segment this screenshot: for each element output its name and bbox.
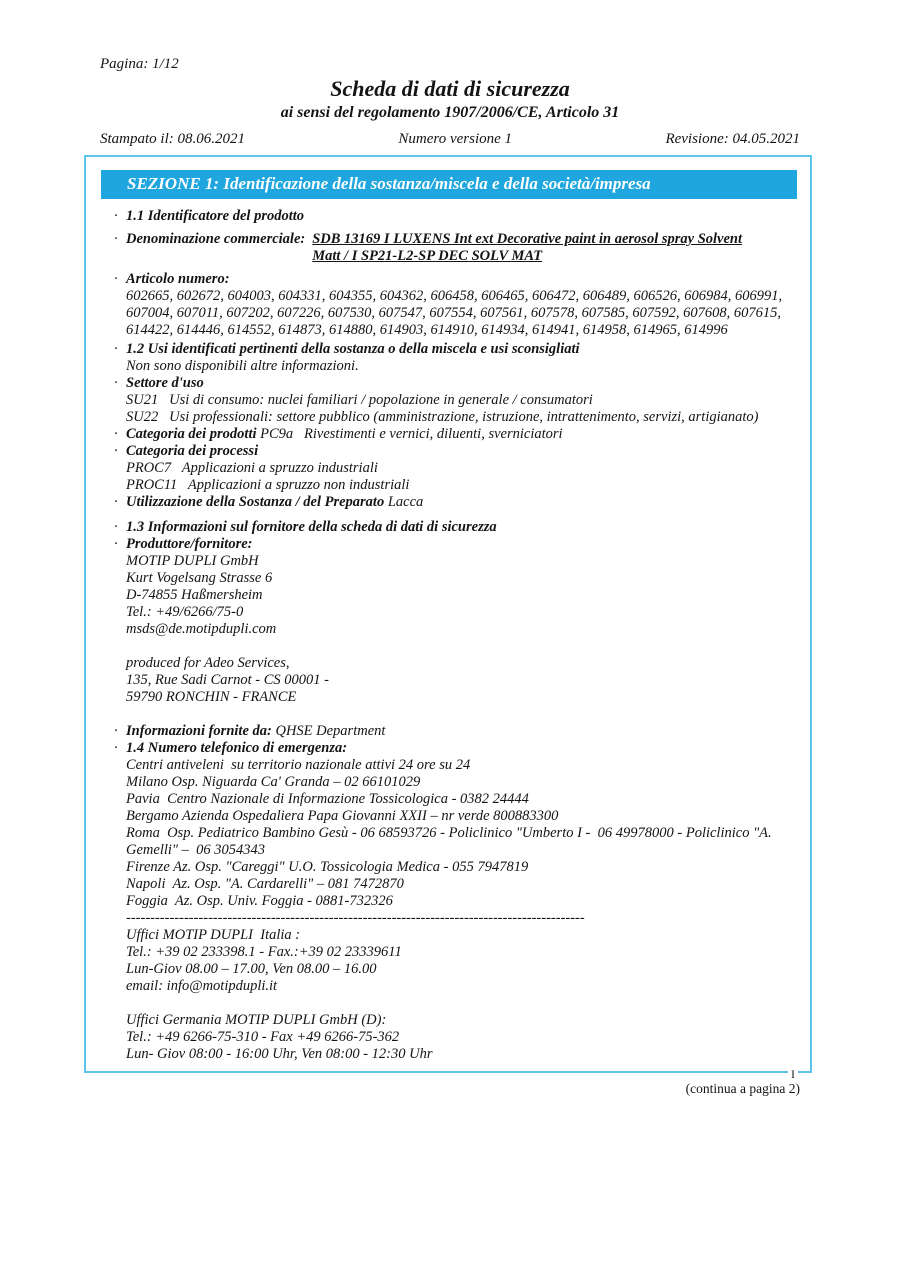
germany-office-phone: Tel.: +49 6266-75-310 - Fax +49 6266-75-362 xyxy=(126,1029,400,1045)
manufacturer-name: MOTIP DUPLI GmbH xyxy=(126,553,259,569)
bullet-dot: · xyxy=(114,426,118,442)
produced-for-line1: produced for Adeo Services, xyxy=(126,655,290,671)
bullet-dot: · xyxy=(114,208,118,224)
germany-office-hours: Lun- Giov 08:00 - 16:00 Uhr, Ven 08:00 - 12:30 Uhr xyxy=(126,1046,433,1062)
document-subtitle: ai sensi del regolamento 1907/2006/CE, Articolo 31 xyxy=(280,104,620,121)
sector-of-use-heading: · Settore d'uso xyxy=(114,375,204,391)
manufacturer-city: D-74855 Haßmersheim xyxy=(126,587,263,603)
heading-1-3: · 1.3 Informazioni sul fornitore della scheda di dati di sicurezza xyxy=(114,519,497,535)
germany-office-name: Uffici Germania MOTIP DUPLI GmbH (D): xyxy=(126,1012,387,1028)
printed-date: Stampato il: 08.06.2021 xyxy=(100,131,245,147)
emergency-line: Bergamo Azienda Ospedaliera Papa Giovanni XXII – nr verde 800883300 xyxy=(126,808,559,824)
italy-office-name: Uffici MOTIP DUPLI Italia : xyxy=(126,927,301,943)
emergency-line: Centri antiveleni su territorio nazionale attivi 24 ore su 24 xyxy=(126,757,471,773)
su21-line: SU21 Usi di consumo: nuclei familiari / popolazione in generale / consumatori xyxy=(126,392,593,408)
emergency-line: Pavia Centro Nazionale di Informazione Tossicologica - 0382 24444 xyxy=(126,791,529,807)
bullet-dot: · xyxy=(114,341,118,357)
process-category-heading: · Categoria dei processi xyxy=(114,443,259,459)
heading-1-2: · 1.2 Usi identificati pertinenti della sostanza o della miscela e usi sconsigliati xyxy=(114,341,580,357)
spacer xyxy=(116,706,798,723)
bullet-dot: · xyxy=(114,271,118,287)
spacer xyxy=(116,995,798,1012)
product-category-row: · Categoria dei prodotti PC9a Rivestimenti e vernici, diluenti, sverniciatori xyxy=(114,426,563,442)
bullet-dot: · xyxy=(114,231,118,247)
heading-1-4: · 1.4 Numero telefonico di emergenza: xyxy=(114,740,348,756)
manufacturer-street: Kurt Vogelsang Strasse 6 xyxy=(126,570,273,586)
manufacturer-email: msds@de.motipdupli.com xyxy=(126,621,277,637)
trade-name-value: SDB 13169 I LUXENS Int ext Decorative paint in aerosol spray Solvent Matt / I SP21-L2-SP DEC SOLV MAT xyxy=(312,231,743,264)
produced-for-line2: 135, Rue Sadi Carnot - CS 00001 - xyxy=(126,672,329,688)
version-number: Numero versione 1 xyxy=(398,131,513,147)
bullet-dot: · xyxy=(114,519,118,535)
bullet-dot: · xyxy=(114,375,118,391)
continued-on-page-note: (continua a pagina 2) xyxy=(685,1081,800,1096)
bullet-dot: · xyxy=(114,723,118,739)
section1-content xyxy=(116,208,798,1063)
emergency-line: Firenze Az. Osp. "Careggi" U.O. Tossicologia Medica - 055 7947819 xyxy=(126,859,529,875)
document-title: Scheda di dati di sicurezza xyxy=(330,76,570,101)
substance-use-row: · Utilizzazione della Sostanza / del Preparato Lacca xyxy=(114,494,424,510)
border-country-mark: I xyxy=(788,1068,798,1080)
produced-for-line3: 59790 RONCHIN - FRANCE xyxy=(126,689,297,705)
section1-header-bar: SEZIONE 1: Identificazione della sostanza/miscela e della società/impresa xyxy=(101,170,797,199)
section1-box xyxy=(84,155,812,1096)
bullet-dot: · xyxy=(114,740,118,756)
heading-1-1: · 1.1 Identificatore del prodotto xyxy=(114,208,305,224)
emergency-line: Napoli Az. Osp. "A. Cardarelli" – 081 7472870 xyxy=(126,876,404,892)
italy-office-phone: Tel.: +39 02 233398.1 - Fax.:+39 02 23339611 xyxy=(126,944,402,960)
info-provided-row: · Informazioni fornite da: QHSE Department xyxy=(114,723,386,739)
article-numbers: 602665, 602672, 604003, 604331, 604355, 604362, 606458, 606465, 606472, 606489, 606526, 606984, 606991, 607004, 607011, 607202, 607226, 607530, 607547, 607554, 607561, 607578, 607585, 607592, 607608, 607615, 614422, 614446, 614552, 614873, 614880, 614903, 614910, 614934, 614941, 614958, 614965, 614996 xyxy=(126,288,786,338)
manufacturer-heading: · Produttore/fornitore: xyxy=(114,536,253,552)
emergency-line: Roma Osp. Pediatrico Bambino Gesù - 06 68593726 - Policlinico "Umberto I - 06 49978000 - Policlinico "A. Gemelli" – 06 3054343 xyxy=(126,825,776,858)
emergency-line: Milano Osp. Niguarda Ca' Granda – 02 66101029 xyxy=(126,774,421,790)
emergency-line: Foggia Az. Osp. Univ. Foggia - 0881-732326 xyxy=(126,893,393,909)
proc7-line: PROC7 Applicazioni a spruzzo industriali xyxy=(126,460,378,476)
spacer xyxy=(116,638,798,655)
trade-name-row xyxy=(116,231,798,265)
proc11-line: PROC11 Applicazioni a spruzzo non industriali xyxy=(126,477,410,493)
italy-office-hours: Lun-Giov 08.00 – 17.00, Ven 08.00 – 16.00 xyxy=(126,961,377,977)
italy-office-email: email: info@motipdupli.it xyxy=(126,978,278,994)
bullet-dot: · xyxy=(114,443,118,459)
no-info-note: Non sono disponibili altre informazioni. xyxy=(126,358,359,374)
bullet-dot: · xyxy=(114,536,118,552)
manufacturer-phone: Tel.: +49/6266/75-0 xyxy=(126,604,244,620)
su22-line: SU22 Usi professionali: settore pubblico (amministrazione, istruzione, intrattenimento, servizi, artigianato) xyxy=(126,409,759,425)
revision-date: Revisione: 04.05.2021 xyxy=(665,131,800,147)
article-number-label-row: · Articolo numero: xyxy=(114,271,230,287)
page-number-label: Pagina: 1/12 xyxy=(100,56,179,72)
document-meta-row xyxy=(100,131,800,148)
trade-name-label: Denominazione commerciale: xyxy=(126,231,306,247)
bullet-dot: · xyxy=(114,494,118,510)
dashed-separator: ----------------------------------------------------------------------------------------------- xyxy=(126,910,585,926)
